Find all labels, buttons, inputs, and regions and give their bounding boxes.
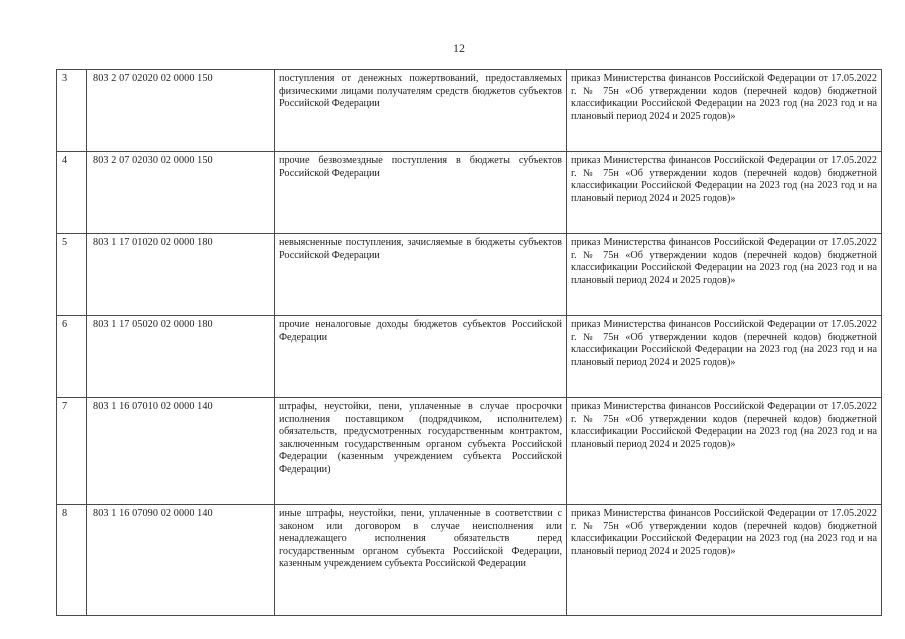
revenue-name-cell: штрафы, неустойки, пени, уплаченные в случае просрочки исполнения поставщиком (подрядчиком, исполнителем) обязательств, предусмотренных государственным контрактом, заключенным государственным органом субъекта Российской Федерации (казенным учреждением субъекта Российской Федерации) <box>275 398 567 505</box>
revenue-name-cell: невыясненные поступления, зачисляемые в бюджеты субъектов Российской Федерации <box>275 234 567 316</box>
row-number-cell: 7 <box>57 398 87 505</box>
budget-code-cell: 803 1 16 07090 02 0000 140 <box>87 505 275 616</box>
revenue-name-cell: прочие безвозмездные поступления в бюджеты субъектов Российской Федерации <box>275 152 567 234</box>
budget-code-cell: 803 2 07 02020 02 0000 150 <box>87 70 275 152</box>
row-number-cell: 4 <box>57 152 87 234</box>
legal-basis-cell: приказ Министерства финансов Российской Федерации от 17.05.2022 г. № 75н «Об утверждении кодов (перечней кодов) бюджетной классификации Российской Федерации на 2023 год (на 2023 год и на плановый период 2024 и 2025 годов)» <box>567 398 882 505</box>
table-row <box>57 316 882 398</box>
row-number-cell: 3 <box>57 70 87 152</box>
revenue-codes-table <box>56 69 882 616</box>
legal-basis-cell: приказ Министерства финансов Российской Федерации от 17.05.2022 г. № 75н «Об утверждении кодов (перечней кодов) бюджетной классификации Российской Федерации на 2023 год (на 2023 год и на плановый период 2024 и 2025 годов)» <box>567 152 882 234</box>
row-number-cell: 5 <box>57 234 87 316</box>
page-number: 12 <box>453 41 465 55</box>
legal-basis-cell: приказ Министерства финансов Российской Федерации от 17.05.2022 г. № 75н «Об утверждении кодов (перечней кодов) бюджетной классификации Российской Федерации на 2023 год (на 2023 год и на плановый период 2024 и 2025 годов)» <box>567 70 882 152</box>
budget-code-cell: 803 1 16 07010 02 0000 140 <box>87 398 275 505</box>
legal-basis-cell: приказ Министерства финансов Российской Федерации от 17.05.2022 г. № 75н «Об утверждении кодов (перечней кодов) бюджетной классификации Российской Федерации на 2023 год (на 2023 год и на плановый период 2024 и 2025 годов)» <box>567 505 882 616</box>
budget-code-cell: 803 1 17 01020 02 0000 180 <box>87 234 275 316</box>
revenue-name-cell: прочие неналоговые доходы бюджетов субъектов Российской Федерации <box>275 316 567 398</box>
legal-basis-cell: приказ Министерства финансов Российской Федерации от 17.05.2022 г. № 75н «Об утверждении кодов (перечней кодов) бюджетной классификации Российской Федерации на 2023 год (на 2023 год и на плановый период 2024 и 2025 годов)» <box>567 234 882 316</box>
table-row <box>57 234 882 316</box>
budget-code-cell: 803 2 07 02030 02 0000 150 <box>87 152 275 234</box>
table-row <box>57 505 882 616</box>
row-number-cell: 8 <box>57 505 87 616</box>
revenue-name-cell: иные штрафы, неустойки, пени, уплаченные в соответствии с законом или договором в случае неисполнения или ненадлежащего исполнения обязательств перед государственным органом субъекта Российской Федерации, казенным учреждением субъекта Российской Федерации <box>275 505 567 616</box>
budget-code-cell: 803 1 17 05020 02 0000 180 <box>87 316 275 398</box>
row-number-cell: 6 <box>57 316 87 398</box>
table-row <box>57 398 882 505</box>
legal-basis-cell: приказ Министерства финансов Российской Федерации от 17.05.2022 г. № 75н «Об утверждении кодов (перечней кодов) бюджетной классификации Российской Федерации на 2023 год (на 2023 год и на плановый период 2024 и 2025 годов)» <box>567 316 882 398</box>
table-row <box>57 70 882 152</box>
revenue-name-cell: поступления от денежных пожертвований, предоставляемых физическими лицами получателям средств бюджетов субъектов Российской Федерации <box>275 70 567 152</box>
table-row <box>57 152 882 234</box>
